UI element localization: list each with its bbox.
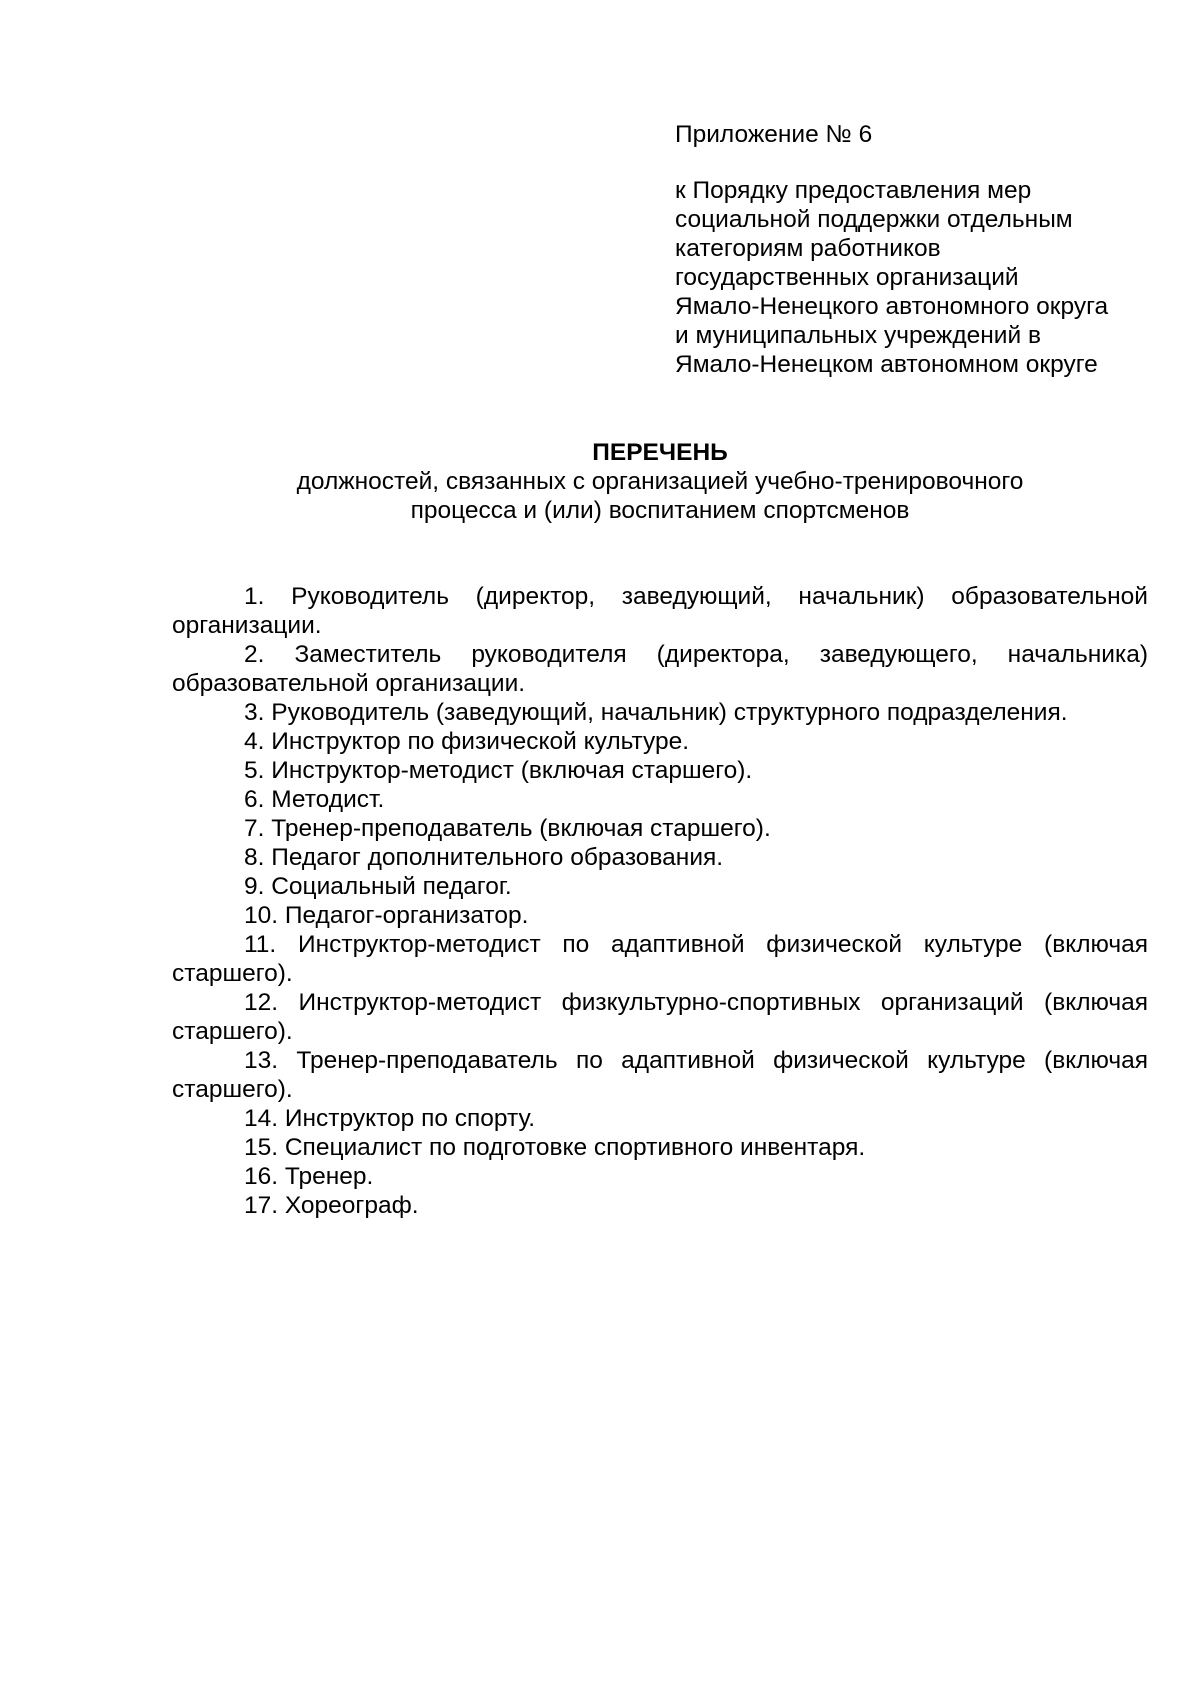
list-item: 3. Руководитель (заведующий, начальник) структурного подразделения. — [244, 699, 1068, 726]
appendix-line: категориям работников — [675, 235, 941, 262]
list-item: 7. Тренер-преподаватель (включая старшего). — [244, 815, 771, 842]
list-item: 4. Инструктор по физической культуре. — [244, 728, 690, 755]
list-item: 12. Инструктор-методист физкультурно-спортивных организаций (включая старшего). — [172, 989, 1148, 1045]
list-item: 5. Инструктор-методист (включая старшего). — [244, 757, 753, 784]
appendix-line: государственных организаций — [675, 264, 1019, 291]
list-item: 2. Заместитель руководителя (директора, заведующего, начальника) образовательной организации. — [172, 641, 1148, 697]
appendix-reference — [675, 176, 1145, 379]
list-item: 11. Инструктор-методист по адаптивной физической культуре (включая старшего). — [172, 931, 1148, 987]
list-item: 15. Специалист по подготовке спортивного инвентаря. — [244, 1134, 866, 1161]
document-title: ПЕРЕЧЕНЬ — [592, 439, 728, 466]
list-item: 9. Социальный педагог. — [244, 873, 512, 900]
list-item: 16. Тренер. — [244, 1163, 374, 1190]
document-subtitle-line: процесса и (или) воспитанием спортсменов — [410, 497, 910, 524]
document-heading — [150, 438, 1170, 525]
list-item: 8. Педагог дополнительного образования. — [244, 844, 724, 871]
document-subtitle-line: должностей, связанных с организацией учебно-тренировочного — [296, 468, 1024, 495]
appendix-line: Ямало-Ненецком автономном округе — [675, 351, 1098, 378]
list-item: 6. Методист. — [244, 786, 385, 813]
appendix-line: к Порядку предоставления мер — [675, 177, 1032, 204]
appendix-number: Приложение № 6 — [675, 121, 873, 148]
list-item: 17. Хореограф. — [244, 1192, 419, 1219]
appendix-line: социальной поддержки отдельным — [675, 206, 1073, 233]
appendix-line: Ямало-Ненецкого автономного округа — [675, 293, 1109, 320]
appendix-block — [675, 120, 1145, 379]
list-item: 1. Руководитель (директор, заведующий, начальник) образовательной организации. — [172, 583, 1148, 639]
positions-list — [172, 582, 1148, 1220]
list-item: 10. Педагог-организатор. — [244, 902, 529, 929]
list-item: 13. Тренер-преподаватель по адаптивной физической культуре (включая старшего). — [172, 1047, 1148, 1103]
list-item: 14. Инструктор по спорту. — [244, 1105, 536, 1132]
appendix-line: и муниципальных учреждений в — [675, 322, 1041, 349]
